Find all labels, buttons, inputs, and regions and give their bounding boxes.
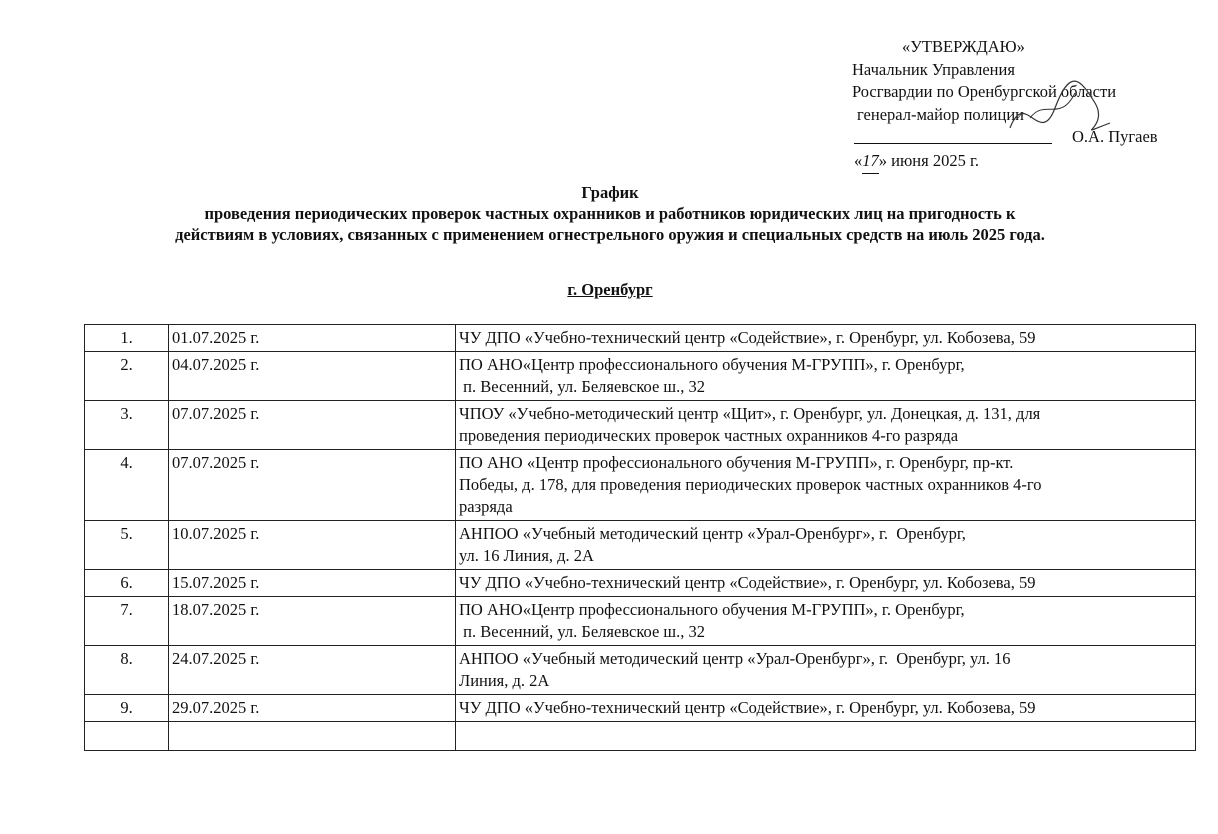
- place-line: ПО АНО«Центр профессионального обучения М-ГРУПП», г. Оренбург,: [459, 355, 965, 374]
- title-line-3: действиям в условиях, связанных с применением огнестрельного оружия и специальных средств на июль 2025 года.: [175, 225, 1045, 244]
- row-date: 07.07.2025 г.: [169, 450, 456, 521]
- row-place: [456, 570, 1196, 597]
- place-line: ЧУ ДПО «Учебно-технический центр «Содействие», г. Оренбург, ул. Кобозева, 59: [459, 698, 1036, 717]
- row-place: [456, 597, 1196, 646]
- place-line: п. Весенний, ул. Беляевское ш., 32: [459, 622, 705, 641]
- row-number: 3.: [85, 401, 169, 450]
- row-number: 8.: [85, 646, 169, 695]
- row-number: 5.: [85, 521, 169, 570]
- table-row: [85, 570, 1196, 597]
- title-heading: График: [581, 183, 639, 202]
- place-line: разряда: [459, 497, 513, 516]
- row-date: 04.07.2025 г.: [169, 352, 456, 401]
- table-row: [85, 352, 1196, 401]
- row-date: 01.07.2025 г.: [169, 325, 456, 352]
- row-number: 2.: [85, 352, 169, 401]
- row-place: [456, 450, 1196, 521]
- table-row: [85, 521, 1196, 570]
- place-line: ЧУ ДПО «Учебно-технический центр «Содействие», г. Оренбург, ул. Кобозева, 59: [459, 573, 1036, 592]
- place-line: проведения периодических проверок частных охранников 4-го разряда: [459, 426, 959, 445]
- place-line: ПО АНО«Центр профессионального обучения М-ГРУПП», г. Оренбург,: [459, 600, 965, 619]
- title-line-2: проведения периодических проверок частных охранников и работников юридических лиц на пригодность к: [204, 204, 1016, 223]
- empty-cell: [169, 722, 456, 751]
- document-title: [60, 182, 1160, 245]
- row-date: 18.07.2025 г.: [169, 597, 456, 646]
- approval-rank: генерал-майор полиции: [857, 104, 1024, 124]
- table-row: [85, 695, 1196, 722]
- row-date: 15.07.2025 г.: [169, 570, 456, 597]
- row-number: 7.: [85, 597, 169, 646]
- table-row: [85, 325, 1196, 352]
- date-rest: » июня 2025 г.: [878, 151, 979, 170]
- place-line: Линия, д. 2А: [459, 671, 550, 690]
- table-row: [85, 401, 1196, 450]
- table-row: [85, 646, 1196, 695]
- city-heading: г. Оренбург: [567, 280, 653, 299]
- row-place: [456, 521, 1196, 570]
- row-place: [456, 695, 1196, 722]
- signer-name: О.А. Пугаев: [1072, 127, 1158, 146]
- place-line: ПО АНО «Центр профессионального обучения М-ГРУПП», г. Оренбург, пр-кт.: [459, 453, 1014, 472]
- row-number: 6.: [85, 570, 169, 597]
- empty-cell: [456, 722, 1196, 751]
- row-place: [456, 325, 1196, 352]
- place-line: АНПОО «Учебный методический центр «Урал-Оренбург», г. Оренбург, ул. 16: [459, 649, 1011, 668]
- schedule-table: [84, 324, 1196, 751]
- empty-cell: [85, 722, 169, 751]
- table-row: [85, 450, 1196, 521]
- date-day: 17: [862, 150, 879, 174]
- place-line: п. Весенний, ул. Беляевское ш., 32: [459, 377, 705, 396]
- place-line: ЧПОУ «Учебно-методический центр «Щит», г. Оренбург, ул. Донецкая, д. 131, для: [459, 404, 1041, 423]
- place-line: ул. 16 Линия, д. 2А: [459, 546, 594, 565]
- date-open-quote: «: [854, 151, 863, 170]
- place-line: Победы, д. 178, для проведения периодических проверок частных охранников 4-го: [459, 475, 1042, 494]
- row-date: 29.07.2025 г.: [169, 695, 456, 722]
- handwritten-signature: [1000, 68, 1120, 168]
- row-number: 1.: [85, 325, 169, 352]
- row-number: 9.: [85, 695, 169, 722]
- row-date: 10.07.2025 г.: [169, 521, 456, 570]
- place-line: ЧУ ДПО «Учебно-технический центр «Содействие», г. Оренбург, ул. Кобозева, 59: [459, 328, 1036, 347]
- approval-heading: «УТВЕРЖДАЮ»: [902, 37, 1025, 56]
- approval-position: Начальник Управления: [852, 59, 1015, 79]
- row-place: [456, 646, 1196, 695]
- approval-department: Росгвардии по Оренбургской области: [852, 82, 1117, 101]
- row-number: 4.: [85, 450, 169, 521]
- row-date: 07.07.2025 г.: [169, 401, 456, 450]
- row-date: 24.07.2025 г.: [169, 646, 456, 695]
- row-place: [456, 352, 1196, 401]
- table-row: [85, 597, 1196, 646]
- place-line: АНПОО «Учебный методический центр «Урал-Оренбург», г. Оренбург,: [459, 524, 966, 543]
- row-place: [456, 401, 1196, 450]
- empty-table-row: [85, 722, 1196, 751]
